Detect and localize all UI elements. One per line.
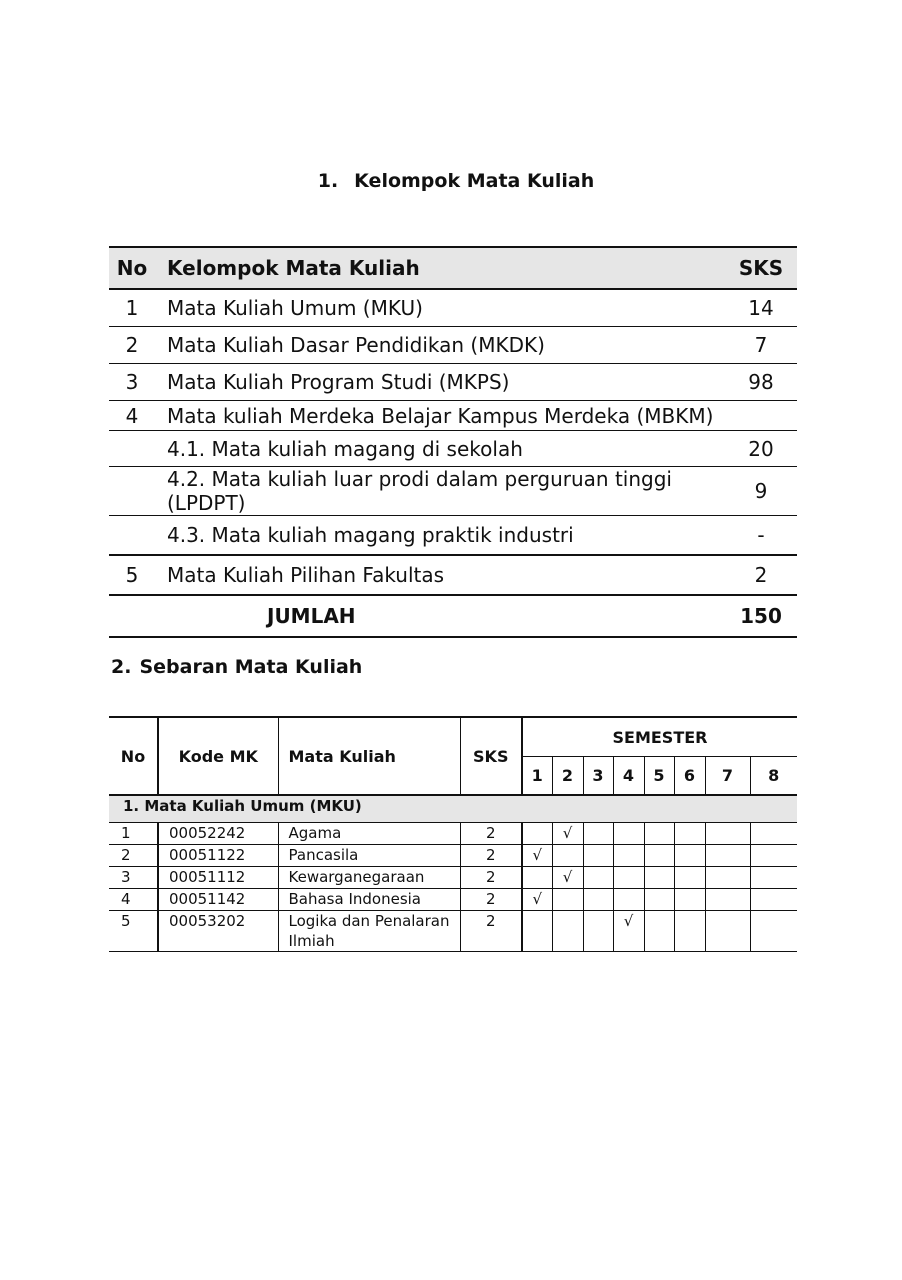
table2-group-row [109,795,797,823]
table1-cell-no [109,516,155,556]
table1-row [109,364,797,401]
table2-cell-sks: 2 [460,911,522,952]
table2-cell-semester-7 [705,845,750,867]
table2-header-sem-8: 8 [750,757,797,796]
table2-cell-semester-5 [644,911,674,952]
sebaran-mata-kuliah-table [109,716,797,952]
section-1-number: 1. [317,170,339,192]
table2-cell-semester-4 [613,867,644,889]
table2-header-sem-6: 6 [674,757,705,796]
table1-cell-no: 5 [109,555,155,595]
table2-group-label: 1. Mata Kuliah Umum (MKU) [109,795,797,823]
check-mark-icon: √ [522,889,552,911]
table1-cell-name: 4.3. Mata kuliah magang praktik industri [155,516,725,556]
table2-header-sem-3: 3 [583,757,613,796]
table1-cell-sks: 14 [725,289,797,327]
table2-cell-sks: 2 [460,845,522,867]
table2-cell-semester-3 [583,845,613,867]
table1-cell-sks: 2 [725,555,797,595]
section-1-heading [0,170,902,192]
table2-cell-kode: 00052242 [158,823,278,845]
section-2-title: Sebaran Mata Kuliah [139,656,363,678]
table2-cell-semester-7 [705,823,750,845]
section-1-title: Kelompok Mata Kuliah [354,170,595,192]
table2-header-sem-2: 2 [552,757,583,796]
check-mark-icon: √ [613,911,644,952]
table1-cell-name: Mata Kuliah Umum (MKU) [155,289,725,327]
table2-cell-semester-3 [583,911,613,952]
table2-header-sks: SKS [460,717,522,795]
table2-header-row [109,717,797,757]
table1-cell-no: 2 [109,327,155,364]
table2-cell-semester-1 [522,867,552,889]
table1-row [109,516,797,556]
table1-cell-name: 4.2. Mata kuliah luar prodi dalam perguruan tinggi (LPDPT) [155,467,725,516]
table2-cell-semester-1 [522,911,552,952]
table2-cell-semester-6 [674,889,705,911]
table2-cell-semester-8 [750,845,797,867]
table2-cell-semester-5 [644,845,674,867]
table2-cell-sks: 2 [460,889,522,911]
table2-cell-no: 2 [109,845,158,867]
table2-cell-kode: 00051122 [158,845,278,867]
table1-header-no: No [109,247,155,289]
table2-header-no: No [109,717,158,795]
table2-cell-semester-4 [613,845,644,867]
table2-cell-semester-3 [583,867,613,889]
table2-cell-no: 5 [109,911,158,952]
table2-row [109,867,797,889]
table2-cell-semester-5 [644,867,674,889]
check-mark-icon: √ [522,845,552,867]
table2-cell-semester-3 [583,823,613,845]
table2-cell-sks: 2 [460,823,522,845]
table2-cell-no: 3 [109,867,158,889]
table1-row [109,467,797,516]
table2-cell-kode: 00053202 [158,911,278,952]
table2-cell-sks: 2 [460,867,522,889]
table1-row [109,555,797,595]
kelompok-mata-kuliah-table [109,246,797,638]
table1-row [109,327,797,364]
table2-cell-semester-8 [750,823,797,845]
table1-cell-sks: 20 [725,431,797,467]
table1-cell-no [109,467,155,516]
table2-cell-mata-kuliah: Bahasa Indonesia [278,889,460,911]
table2-cell-semester-6 [674,867,705,889]
table2-row [109,823,797,845]
table1-cell-no: 4 [109,401,155,431]
table2-cell-semester-5 [644,889,674,911]
table2-row [109,845,797,867]
table1-cell-no [109,431,155,467]
table2-cell-semester-7 [705,867,750,889]
table2-cell-semester-1 [522,823,552,845]
table2-row [109,911,797,952]
table2-cell-semester-8 [750,911,797,952]
table1-header-name: Kelompok Mata Kuliah [155,247,725,289]
check-mark-icon: √ [552,823,583,845]
table1-header-sks: SKS [725,247,797,289]
table2-header-sem-1: 1 [522,757,552,796]
table2-header-sem-5: 5 [644,757,674,796]
table2-cell-mata-kuliah: Kewarganegaraan [278,867,460,889]
table1-cell-sks: - [725,516,797,556]
table1-cell-name: Mata Kuliah Dasar Pendidikan (MKDK) [155,327,725,364]
table2-header-sem-4: 4 [613,757,644,796]
table1-cell-name: Mata Kuliah Program Studi (MKPS) [155,364,725,401]
table2-cell-semester-8 [750,889,797,911]
table2-header-semester: SEMESTER [522,717,797,757]
table2-cell-no: 1 [109,823,158,845]
table1-row [109,401,797,431]
table1-cell-name: Mata Kuliah Pilihan Fakultas [155,555,725,595]
table2-header-mata-kuliah: Mata Kuliah [278,717,460,795]
table2-cell-semester-4 [613,889,644,911]
table1-total-blank [109,595,155,637]
check-mark-icon: √ [552,867,583,889]
table1-cell-sks: 7 [725,327,797,364]
table1-row [109,289,797,327]
table2-cell-semester-5 [644,823,674,845]
section-2-heading [111,656,362,678]
table2-row [109,889,797,911]
table1-cell-name: Mata kuliah Merdeka Belajar Kampus Merdeka (MBKM) [155,401,725,431]
table1-row [109,431,797,467]
table1-cell-sks: 9 [725,467,797,516]
table2-cell-semester-6 [674,823,705,845]
table2-cell-mata-kuliah: Agama [278,823,460,845]
table2-cell-semester-2 [552,889,583,911]
table2-cell-semester-7 [705,911,750,952]
table2-cell-kode: 00051112 [158,867,278,889]
table2-cell-semester-6 [674,911,705,952]
table1-cell-sks: 98 [725,364,797,401]
table2-header-kode: Kode MK [158,717,278,795]
table2-cell-semester-4 [613,823,644,845]
table1-cell-sks [725,401,797,431]
table1-total-sks: 150 [725,595,797,637]
table1-total-row [109,595,797,637]
table2-cell-semester-2 [552,911,583,952]
table2-cell-no: 4 [109,889,158,911]
table2-cell-semester-6 [674,845,705,867]
table2-cell-semester-7 [705,889,750,911]
table2-cell-mata-kuliah: Logika dan Penalaran Ilmiah [278,911,460,952]
table1-total-label: JUMLAH [155,595,725,637]
table2-cell-semester-3 [583,889,613,911]
table2-cell-kode: 00051142 [158,889,278,911]
table1-cell-no: 1 [109,289,155,327]
table2-cell-semester-2 [552,845,583,867]
table2-cell-semester-8 [750,867,797,889]
table2-cell-mata-kuliah: Pancasila [278,845,460,867]
table1-cell-no: 3 [109,364,155,401]
table1-cell-name: 4.1. Mata kuliah magang di sekolah [155,431,725,467]
table2-header-sem-7: 7 [705,757,750,796]
table1-header-row [109,247,797,289]
section-2-number: 2. [111,656,132,678]
